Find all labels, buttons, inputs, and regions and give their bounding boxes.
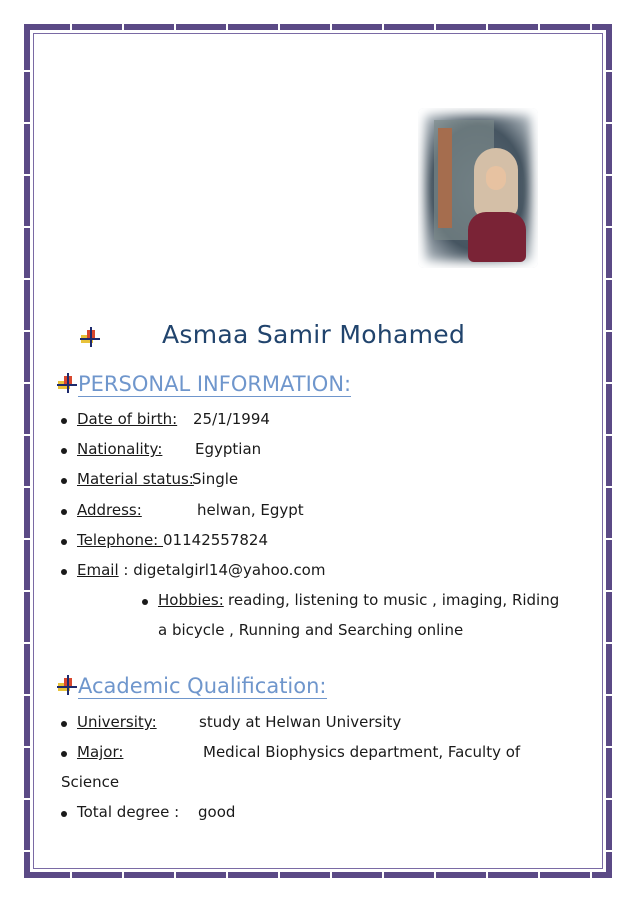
dob-value: 25/1/1994 [193,410,270,428]
status-label: Material status: [77,470,194,488]
degree-row [77,803,236,821]
dob-row [77,410,270,428]
list-bullet [61,478,67,484]
list-bullet [61,539,67,545]
list-bullet [61,751,67,757]
section-bullet-icon [56,372,78,394]
hobbies-value: reading, listening to music , imaging, Riding [228,591,560,609]
hobbies-label: Hobbies: [158,591,224,609]
list-bullet [142,599,148,605]
list-bullet [61,509,67,515]
status-row [77,470,239,488]
list-bullet [61,811,67,817]
hobbies-row [158,591,560,609]
portrait-photo [418,108,538,268]
university-row [77,713,402,731]
hobbies-line2: a bicycle , Running and Searching online [158,621,464,639]
list-bullet [61,418,67,424]
list-bullet [61,569,67,575]
name-bullet-icon [79,326,101,348]
email-row [77,561,325,579]
telephone-value: 01142557824 [163,531,268,549]
email-value: : digetalgirl14@yahoo.com [118,561,326,579]
university-label: University: [77,713,157,731]
degree-label: Total degree : [77,803,180,821]
nationality-row [77,440,262,458]
list-bullet [61,721,67,727]
personal-info-heading: PERSONAL INFORMATION: [78,372,352,396]
major-row [77,743,521,761]
major-label: Major: [77,743,124,761]
academic-heading: Academic Qualification: [78,674,327,698]
address-value: helwan, Egypt [197,501,304,519]
status-value: Single [192,470,239,488]
nationality-value: Egyptian [195,440,262,458]
dob-label: Date of birth: [77,410,178,428]
university-value: study at Helwan University [199,713,402,731]
list-bullet [61,448,67,454]
full-name: Asmaa Samir Mohamed [162,320,466,349]
address-row [77,501,304,519]
major-line2: Science [61,773,120,791]
major-value: Medical Biophysics department, Faculty of [203,743,521,761]
section-bullet-icon [56,674,78,696]
nationality-label: Nationality: [77,440,163,458]
telephone-row [77,531,268,549]
email-label: Email [77,561,119,579]
telephone-label: Telephone: [77,531,164,549]
address-label: Address: [77,501,142,519]
degree-value: good [198,803,236,821]
